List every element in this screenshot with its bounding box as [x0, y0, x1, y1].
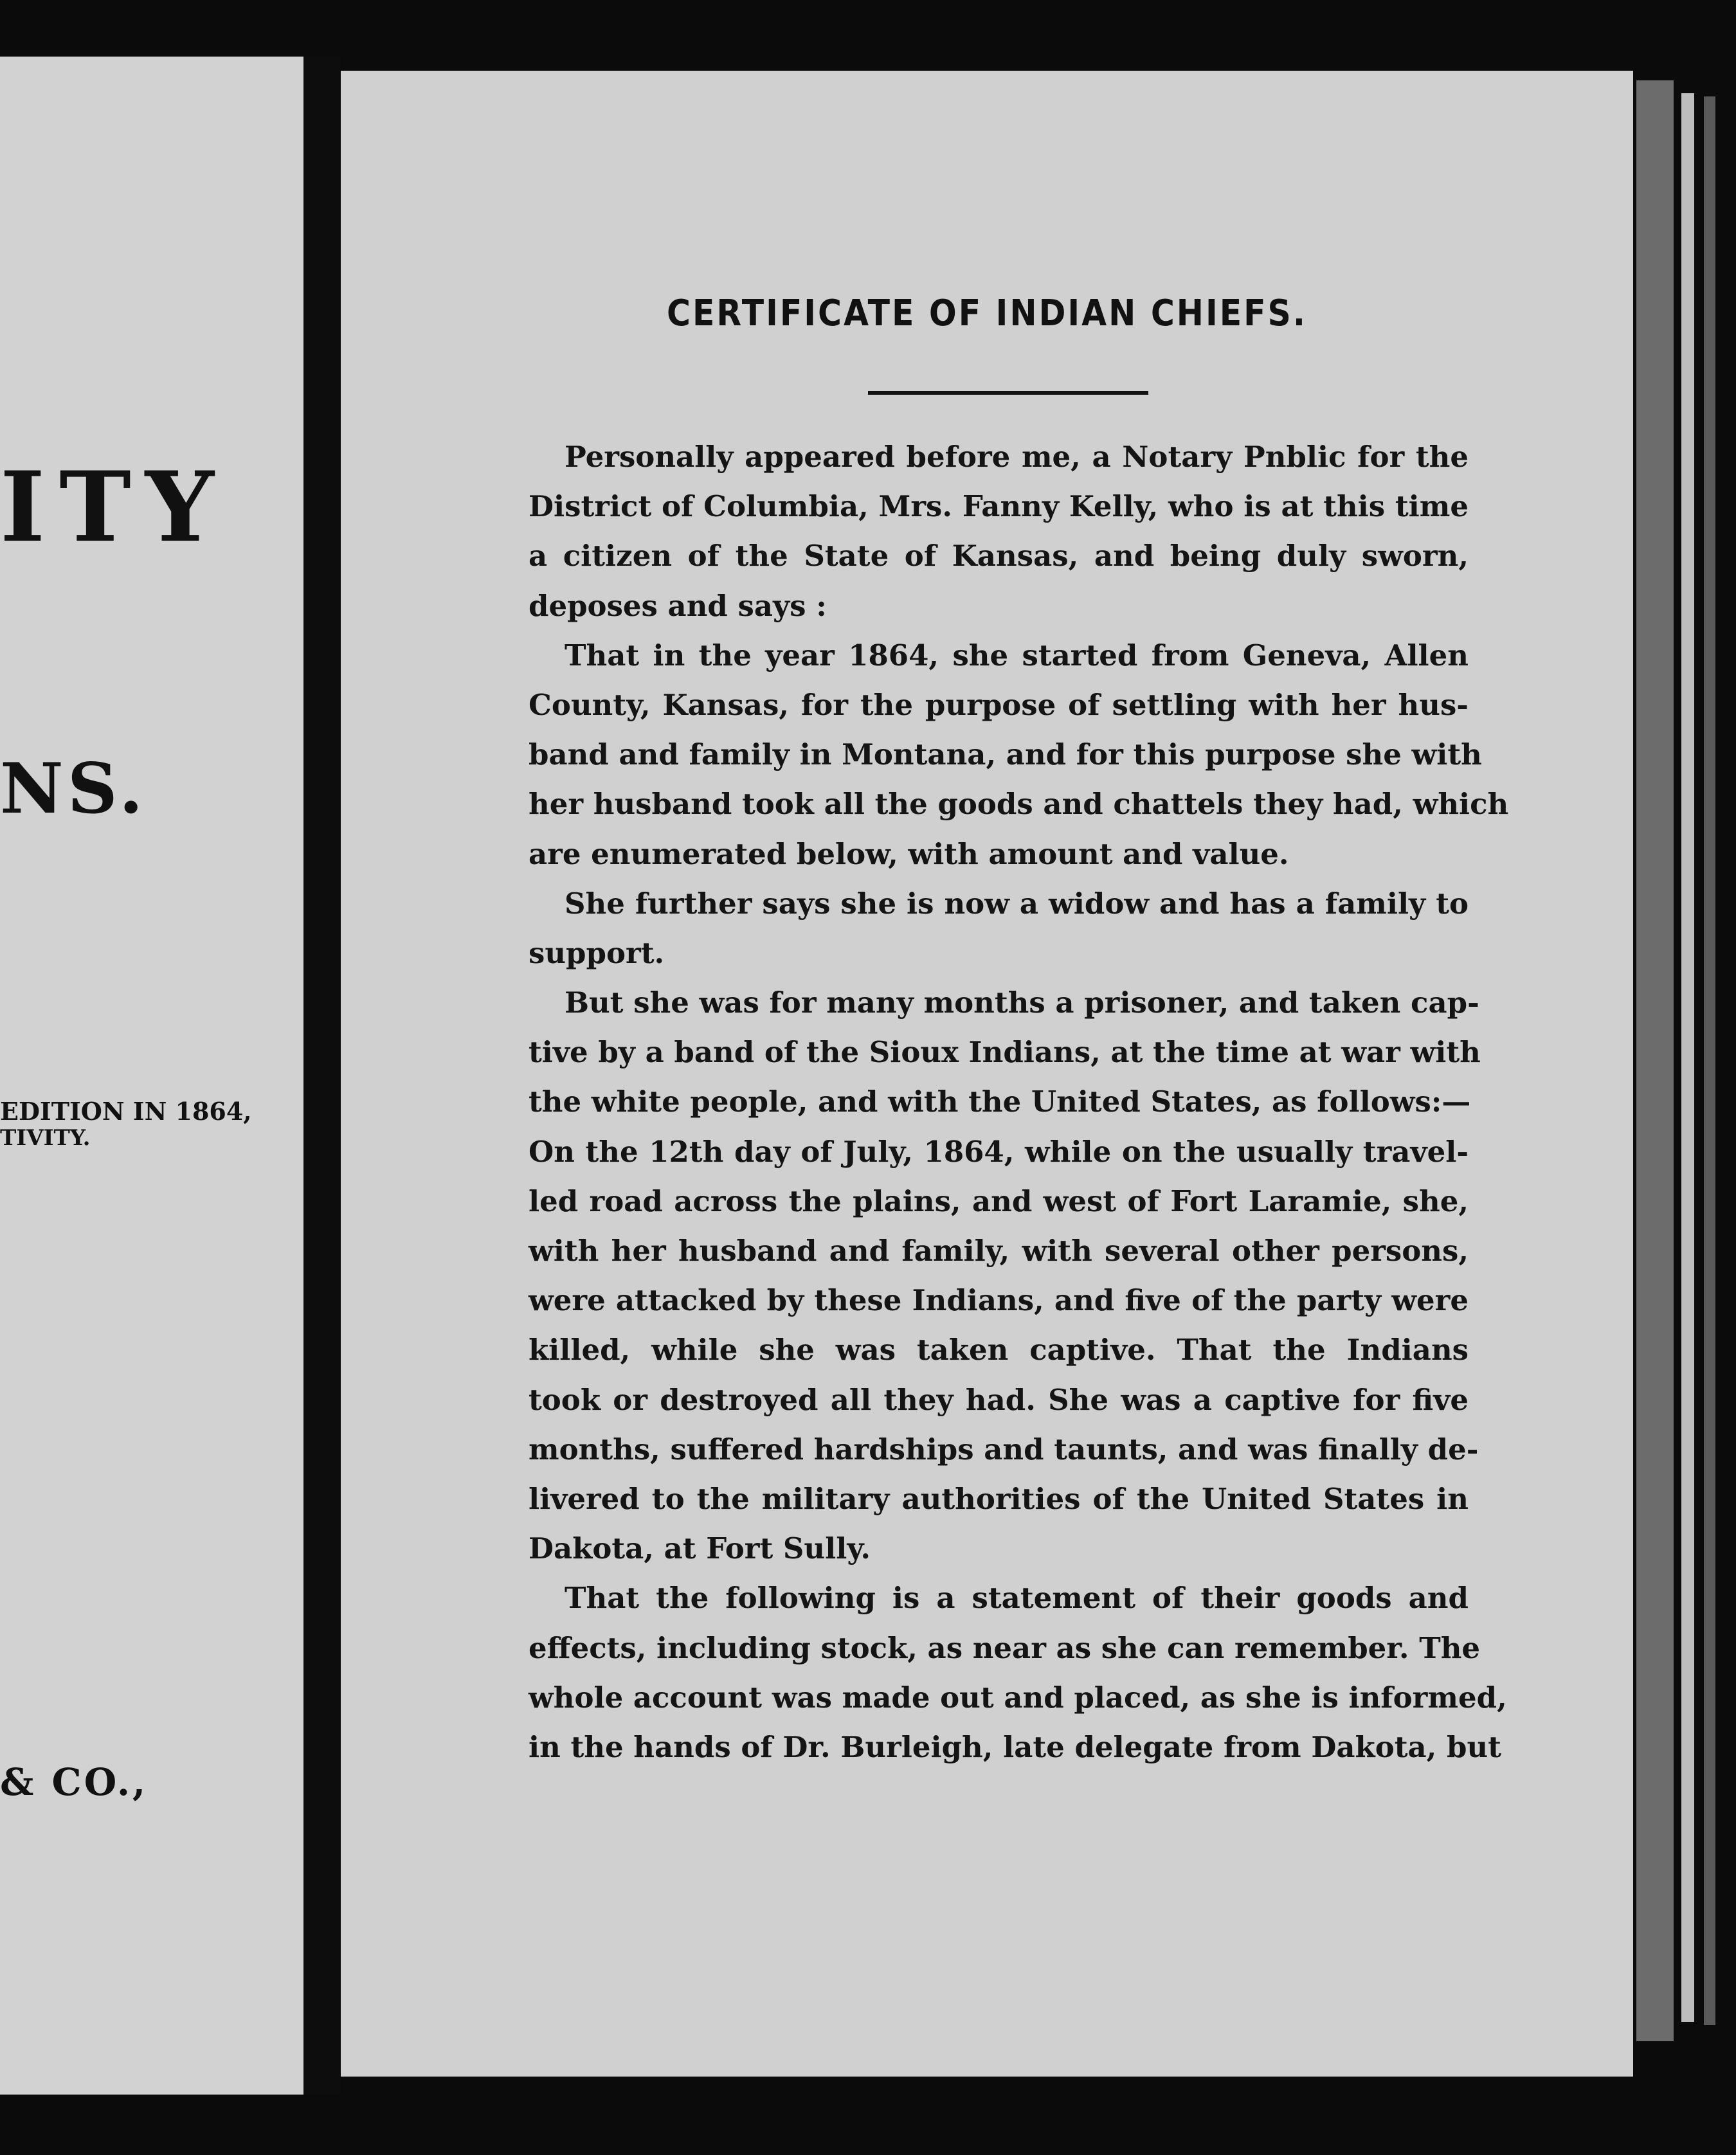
text-line: months, suffered hardships and taunts, and was finally de-	[529, 1432, 1479, 1466]
text-line: the white people, and with the United States, as follows:—	[529, 1085, 1471, 1119]
text-line: County, Kansas, for the purpose of settling with her hus-	[529, 687, 1469, 722]
text-line: took or destroyed all they had. She was a captive for five	[529, 1382, 1469, 1417]
text-line: killed, while she was taken captive. That the Indians	[529, 1333, 1469, 1367]
text-line: led road across the plains, and west of Fort Laramie, she,	[529, 1184, 1469, 1218]
left-page-publisher-fragment: & CO.,	[0, 1760, 149, 1804]
title-rule	[868, 391, 1148, 395]
left-page-captivity-line: TIVITY.	[0, 1125, 91, 1151]
body-text	[529, 432, 1509, 1772]
text-line: support.	[529, 935, 665, 970]
left-page-subheading-fragment: NS.	[0, 748, 147, 829]
text-line: effects, including stock, as near as she can remember. The	[529, 1630, 1481, 1665]
text-line: her husband took all the goods and chattels they had, which	[529, 787, 1509, 822]
page-edge	[1636, 80, 1674, 2041]
page-title: CERTIFICATE OF INDIAN CHIEFS.	[667, 293, 1307, 334]
text-line: whole account was made out and placed, as she is informed,	[529, 1680, 1507, 1715]
left-page-heading-fragment: ITY	[0, 451, 228, 564]
text-line: a citizen of the State of Kansas, and being duly sworn,	[529, 539, 1469, 573]
text-line: But she was for many months a prisoner, and taken cap-	[565, 986, 1479, 1020]
text-line: District of Columbia, Mrs. Fanny Kelly, who is at this time	[529, 489, 1469, 524]
text-line: Personally appeared before me, a Notary Pnblic for the	[565, 440, 1469, 474]
text-line: livered to the military authorities of the United States in	[529, 1481, 1469, 1516]
text-line: On the 12th day of July, 1864, while on the usually travel-	[529, 1134, 1469, 1169]
text-line: band and family in Montana, and for this purpose she with	[529, 737, 1482, 772]
book-gutter	[303, 57, 341, 2095]
left-page-edition-line: EDITION IN 1864,	[0, 1097, 252, 1126]
text-line: were attacked by these Indians, and five of the party were	[529, 1283, 1469, 1318]
page-edge	[1704, 96, 1715, 2025]
text-line: She further says she is now a widow and has a family to	[565, 886, 1469, 921]
text-line: with her husband and family, with several other persons,	[529, 1234, 1469, 1268]
left-page	[0, 57, 303, 2095]
text-line: That the following is a statement of their goods and	[565, 1581, 1469, 1616]
text-line: Dakota, at Fort Sully.	[529, 1531, 871, 1566]
page-edge	[1681, 93, 1694, 2022]
text-line: are enumerated below, with amount and value.	[529, 836, 1289, 871]
text-line: tive by a band of the Sioux Indians, at the time at war with	[529, 1035, 1481, 1070]
text-line: That in the year 1864, she started from Geneva, Allen	[565, 638, 1469, 672]
text-line: deposes and says :	[529, 588, 827, 623]
text-line: in the hands of Dr. Burleigh, late delegate from Dakota, but	[529, 1729, 1501, 1764]
